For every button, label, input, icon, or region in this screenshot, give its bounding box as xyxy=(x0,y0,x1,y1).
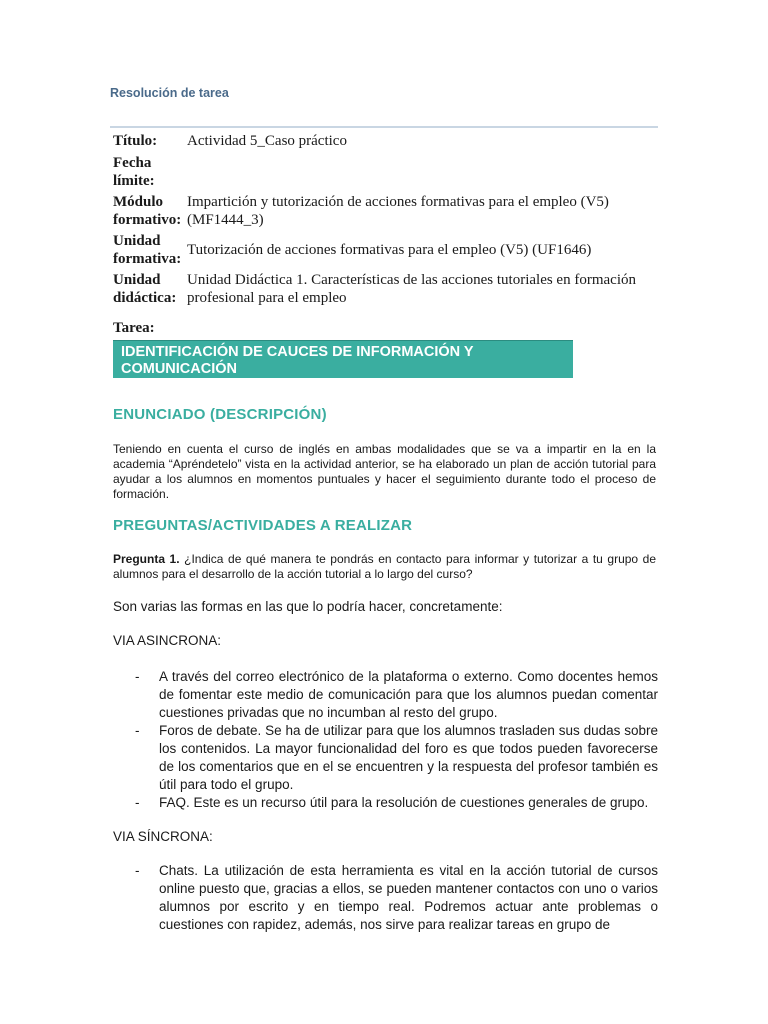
meta-module-value: Impartición y tutorización de acciones formativas para el empleo (V5) (MF1444_3) xyxy=(187,194,609,228)
meta-module-label: Módulo formativo: xyxy=(113,194,182,228)
task-metadata-table xyxy=(113,132,657,307)
meta-didactic-unit-label: Unidad didáctica: xyxy=(113,272,177,306)
sync-heading: VIA SÍNCRONA: xyxy=(113,829,213,844)
list-item: - FAQ. Este es un recurso útil para la resolución de cuestiones generales de grupo. xyxy=(135,795,649,810)
task-title-banner: IDENTIFICACIÓN DE CAUCES DE INFORMACIÓN Y COMUNICACIÓN xyxy=(113,340,573,378)
list-item: - Chats. La utilización de esta herramienta es vital en la acción tutorial de cursos online puesto que, gracias a ellos, se pueden mantener contactos con uno o varios alumnos por escrito y en tiempo real. Podremos actuar ante problemas o cuestiones con rapidez, además, nos sirve para realizar tareas en grupo de xyxy=(135,863,658,932)
meta-didactic-unit-value: Unidad Didáctica 1. Características de las acciones tutoriales en formación profesional para el empleo xyxy=(187,272,636,306)
questions-heading: PREGUNTAS/ACTIVIDADES A REALIZAR xyxy=(113,517,413,534)
meta-deadline-label: Fecha límite: xyxy=(113,155,155,189)
question-1-text: ¿Indica de qué manera te pondrás en contacto para informar y tutorizar a tu grupo de alumnos para el desarrollo de la acción tutorial a lo largo del curso? xyxy=(113,552,656,581)
statement-text: Teniendo en cuenta el curso de inglés en ambas modalidades que se va a impartir en la en la academia “Apréndetelo” vista en la actividad anterior, se ha elaborado un plan de acción tutorial para ayudar a los alumnos en momentos puntuales y hacer el seguimiento durante todo el proceso de formación. xyxy=(113,442,656,501)
list-item: - A través del correo electrónico de la plataforma o externo. Como docentes hemos de fomentar este medio de comunicación para que los alumnos puedan comentar cuestiones privadas que no incumban al resto del grupo. xyxy=(135,669,658,720)
meta-deadline-value xyxy=(187,150,657,190)
answer-intro: Son varias las formas en las que lo podría hacer, concretamente: xyxy=(113,599,503,614)
sync-channel-list xyxy=(113,862,658,934)
meta-unit-label: Unidad formativa: xyxy=(113,233,182,267)
async-channel-list xyxy=(113,668,658,812)
async-heading: VIA ASINCRONA: xyxy=(113,633,222,648)
meta-title-label: Título: xyxy=(113,133,158,149)
question-1-label: Pregunta 1. xyxy=(113,552,180,566)
meta-unit-value: Tutorización de acciones formativas para el empleo (V5) (UF1646) xyxy=(187,242,592,258)
document-header-title: Resolución de tarea xyxy=(110,86,229,100)
meta-title-value: Actividad 5_Caso práctico xyxy=(187,133,347,149)
list-item: - Foros de debate. Se ha de utilizar para que los alumnos trasladen sus dudas sobre los contenidos. La mayor funcionalidad del foro es que todos pueden favorecerse de los comentarios que en el se encuentren y la respuesta del profesor también es útil para todo el grupo. xyxy=(135,723,658,792)
task-label: Tarea: xyxy=(113,320,155,336)
header-divider xyxy=(110,126,658,128)
question-1 xyxy=(113,552,656,582)
statement-heading: ENUNCIADO (DESCRIPCIÓN) xyxy=(113,406,327,423)
